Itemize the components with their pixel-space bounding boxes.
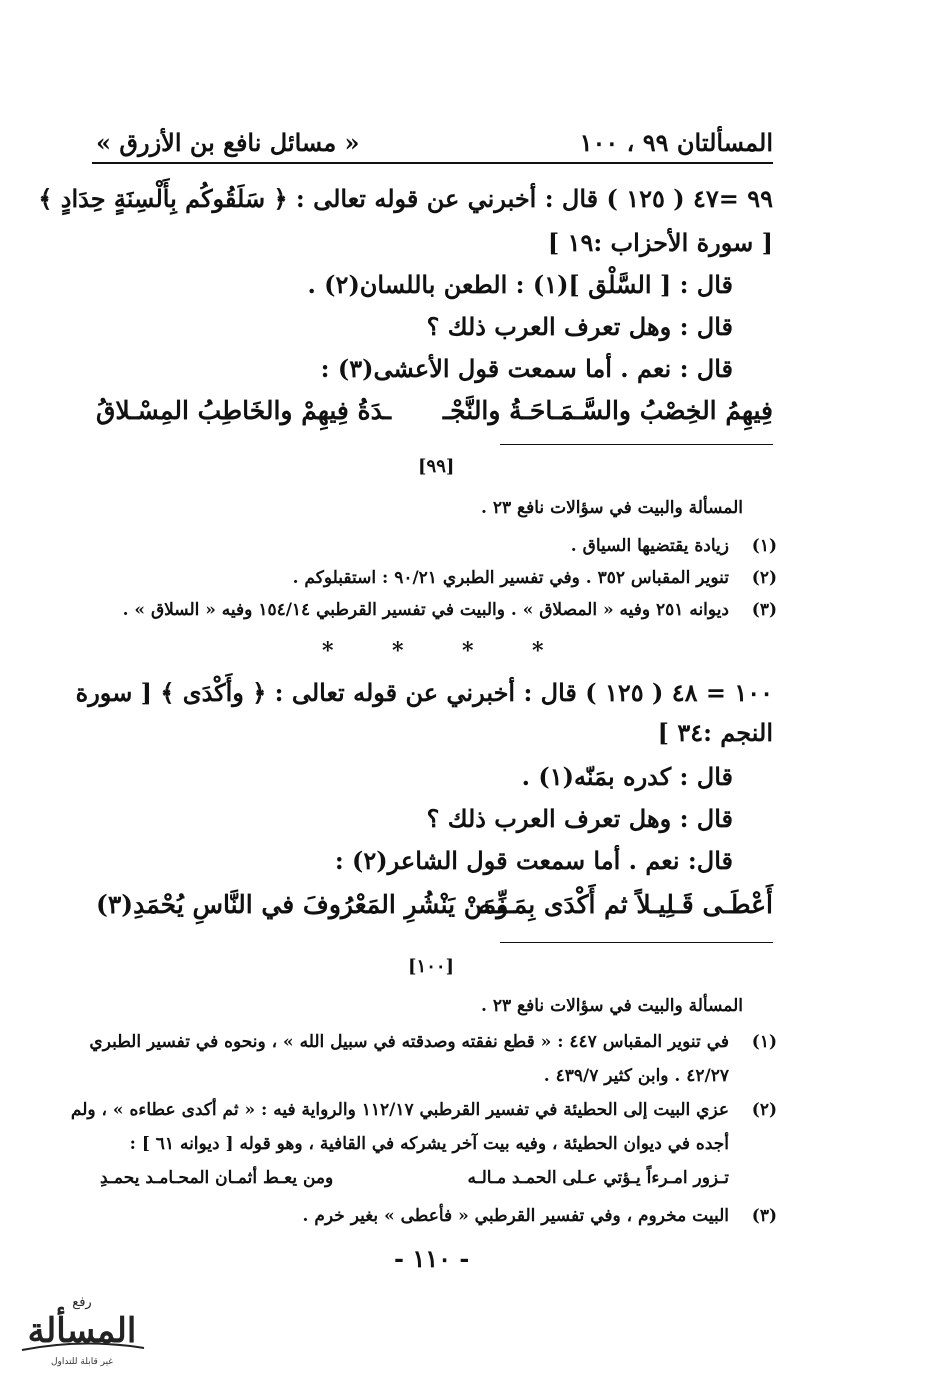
q99-note-2-text: تنوير المقباس ٣٥٢ . وفي تفسير الطبري ٩٠/٢١ : استقبلوكم .: [292, 568, 729, 588]
header-book-title: « مسائل نافع بن الأزرق »: [96, 128, 360, 157]
page-number: - ١١٠ -: [394, 1244, 470, 1273]
separator-star: *: [322, 638, 334, 664]
q100-note-1-line-1: في تنوير المقباس ٤٤٧ : « قطع نفقته وصدقته في سبيل الله » ، ونحوه في تفسير الطبري: [89, 1032, 729, 1052]
separator-star: *: [392, 638, 404, 664]
svg-text:غير قابلة للتداول: غير قابلة للتداول: [50, 1357, 114, 1367]
q99-answer-line: قال : [ السَّلْق ](١) : الطعن باللسان(٢) .: [307, 270, 733, 299]
q99-source-note: المسألة والبيت في سؤالات نافع ٢٣ .: [481, 498, 743, 518]
q99-verse-first-hemistich: فِيهِمُ الخِصْبُ والسَّـمَـاحَـةُ والنَّجْـ: [442, 396, 773, 425]
q100-note-2-number: (٢): [751, 1100, 777, 1120]
q99-note-1-number: (١): [751, 536, 777, 556]
q100-note-1-number: (١): [751, 1032, 777, 1052]
q100-verse-second-hemistich: ومَنْ يَنْشُرِ المَعْرُوفَ في النَّاسِ يُحْمَدِ(٣): [96, 890, 509, 919]
q100-note-2-line-2: أجده في ديوان الحطيئة ، وفيه بيت آخر يشركه في القافية ، وهو قوله [ ديوانه ٦١ ] :: [129, 1134, 729, 1154]
q100-poet-intro: قال: نعم . أما سمعت قول الشاعر(٢) :: [334, 846, 733, 875]
library-seal-logo: [12, 1290, 152, 1370]
q100-verse-first-hemistich: أَعْطَـى قَـلِيـلاً ثم أَكْدَى بِمَـنِّـه: [478, 890, 773, 919]
q99-note-3-number: (٣): [751, 600, 777, 620]
header-rule: [92, 162, 773, 164]
header-question-numbers: المسألتان ٩٩ ، ١٠٠: [579, 128, 773, 157]
q100-note-2-line-1: عزي البيت إلى الحطيئة في تفسير القرطبي ١١٢/١٧ والرواية فيه : « ثم أكدى عطاءه » ، ولم: [70, 1100, 729, 1120]
q99-verse-second-hemistich: ـدَةُ فِيهِمْ والخَاطِبُ المِسْـلاقُ: [96, 396, 392, 425]
q99-follow-up-line: قال : وهل تعرف العرب ذلك ؟: [426, 312, 733, 341]
separator-star: *: [462, 638, 474, 664]
q99-number: [٩٩]: [418, 456, 455, 477]
q100-note-2-verse-first-hemistich: تـزور امـرءاً يـؤتي عـلى الحمـد مـالـه: [467, 1168, 729, 1188]
q100-note-3-number: (٣): [751, 1206, 777, 1226]
q99-surah-reference: [ سورة الأحزاب :١٩ ]: [547, 228, 773, 257]
q99-question-line: ٩٩ =٤٧ ( ١٢٥ ) قال : أخبرني عن قوله تعالى : ﴿ سَلَقُوكُم بِأَلْسِنَةٍ حِدَادٍ ﴾: [38, 184, 773, 213]
q99-note-1-text: زيادة يقتضيها السياق .: [570, 536, 729, 556]
q100-surah-reference: النجم :٣٤ ]: [657, 718, 773, 747]
svg-text:المسألة: المسألة: [27, 1311, 137, 1351]
q100-source-note: المسألة والبيت في سؤالات نافع ٢٣ .: [481, 996, 743, 1016]
q99-footnote-rule: [500, 444, 773, 445]
svg-text:رفع: رفع: [72, 1295, 92, 1310]
q99-note-3-text: ديوانه ٢٥١ وفيه « المصلاق » . والبيت في تفسير القرطبي ١٥٤/١٤ وفيه « السلاق » .: [122, 600, 729, 620]
q100-note-3-text: البيت مخروم ، وفي تفسير القرطبي « فأعطى » بغير خرم .: [302, 1206, 729, 1226]
q100-number: [١٠٠]: [408, 956, 455, 977]
q100-answer-line: قال : كدره بمَنّه(١) .: [521, 762, 733, 791]
q99-note-2-number: (٢): [751, 568, 777, 588]
q99-poet-intro: قال : نعم . أما سمعت قول الأعشى(٣) :: [320, 354, 733, 383]
q100-question-line: ١٠٠ = ٤٨ ( ١٢٥ ) قال : أخبرني عن قوله تعالى : ﴿ وأَكْدَى ﴾ [ سورة: [75, 678, 773, 707]
q100-note-1-line-2: ٤٢/٢٧ . وابن كثير ٤٣٩/٧ .: [543, 1066, 729, 1086]
q100-note-2-verse-second-hemistich: ومن يعـط أثمـان المحـامـد يحمـدِ: [100, 1168, 334, 1188]
separator-star: *: [532, 638, 544, 664]
q100-follow-up-line: قال : وهل تعرف العرب ذلك ؟: [426, 804, 733, 833]
q100-footnote-rule: [500, 942, 773, 943]
